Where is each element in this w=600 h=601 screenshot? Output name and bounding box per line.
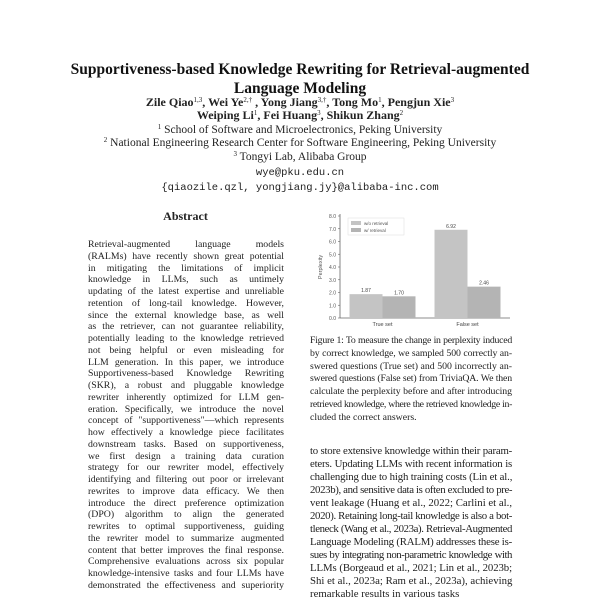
- abstract-heading: Abstract: [163, 209, 208, 223]
- text-line: introduce the direct preference optimization: [88, 497, 284, 509]
- text-line: eters. Updating LLMs with recent information is: [310, 458, 512, 470]
- text-line: Shi et al., 2023a; Ram et al., 2023a), achieving: [310, 575, 513, 587]
- text-line: Supportiveness-based Knowledge Rewriting: [88, 368, 284, 380]
- author-name: Pengjun Xie: [387, 95, 451, 109]
- text-line: tleneck (Wang et al., 2023a). Retrieval-Augmented: [310, 523, 512, 535]
- legend-swatch: [351, 228, 361, 232]
- text-line: swered questions (True set) and 500 incorrectly an-: [310, 360, 512, 372]
- author-name: Fei Huang: [263, 108, 318, 123]
- bar-value-label: 1.87: [361, 288, 371, 295]
- affiliation-text: Tongyi Lab, Alibaba Group: [239, 150, 367, 163]
- separator: ,: [257, 108, 264, 123]
- affiliation-text: School of Software and Microelectronics, Peking University: [164, 124, 443, 136]
- text-line: challenging due to high training costs (Lin et al.,: [310, 471, 513, 483]
- affiliation-mark: 2: [103, 136, 108, 145]
- author-line: [40, 96, 560, 109]
- text-line: rewrites to improve data efficacy. We then: [88, 485, 284, 497]
- bar-value-label: 1.70: [394, 290, 404, 297]
- body-text-right: [310, 445, 512, 601]
- text-line: since the external knowledge base, as well: [88, 309, 284, 321]
- text-line: strategy for our rewriter model, effectively: [88, 462, 284, 474]
- text-line: how effectively a knowledge piece facilitates: [88, 427, 284, 438]
- bar-value-label: 6.92: [446, 223, 456, 230]
- text-line: knowledge-intensive tasks and four LLMs have: [88, 568, 284, 579]
- y-axis-label: Perplexity: [318, 254, 324, 280]
- email: wye@pku.edu.cn: [255, 167, 345, 179]
- author-name: Shikun Zhang: [326, 108, 400, 123]
- text-line: potentially leading to the knowledge retrieved: [88, 333, 284, 344]
- legend-swatch: [351, 221, 361, 225]
- bar-w--retrieval: [468, 287, 501, 318]
- email: {qiaozile.qzl, yongjiang.jy}@alibaba-inc.com: [161, 181, 439, 194]
- text-line: in mitigating the limitations of implicit: [88, 262, 284, 274]
- author-affiliation-mark: 1: [253, 109, 258, 118]
- text-line: (SKR), a robust and pluggable knowledge: [88, 380, 284, 391]
- y-tick-label: 5.0: [329, 252, 336, 259]
- text-line: the rewriter model to summarize augmented: [88, 532, 284, 544]
- affiliation: [40, 124, 560, 137]
- author-affiliation-mark: 3: [317, 109, 321, 118]
- bar-w--retrieval: [383, 296, 416, 318]
- text-line: by correct knowledge, we sampled 500 correctly an-: [310, 347, 512, 359]
- text-line: LLM generation. In this paper, we introduce: [88, 356, 284, 368]
- text-line: calculate the perplexity before and after introducing: [310, 386, 512, 398]
- title-line: Language Modeling: [233, 80, 367, 97]
- x-tick-label: False set: [456, 322, 479, 328]
- y-tick-label: 1.0: [329, 303, 336, 310]
- y-tick-label: 6.0: [329, 239, 336, 246]
- perplexity-bar-chart: [310, 205, 515, 333]
- separator: ,: [326, 95, 333, 109]
- author-name: Tong Mo: [332, 95, 379, 109]
- text-line: 2023b), and sensitive data is often excluded to pre-: [310, 484, 513, 496]
- affiliation-mark: 1: [157, 123, 162, 131]
- text-line: retrieved knowledge, where the retrieved knowledge in-: [310, 398, 512, 410]
- text-line: rewriter inherently optimized for LLM gen-: [88, 391, 284, 403]
- affiliation-text: National Engineering Research Center for Software Engineering, Peking University: [110, 137, 497, 150]
- bar-w-o-retrieval: [350, 294, 383, 318]
- text-line: content that better improves the final response.: [88, 544, 284, 556]
- text-line: as the retriever, can not guarantee reliability,: [88, 321, 284, 333]
- affiliation: [40, 151, 560, 164]
- bar-value-label: 2.46: [479, 280, 489, 287]
- text-line: concept of "supportiveness"—which represents: [88, 415, 284, 427]
- emails: [40, 166, 560, 195]
- text-line: rewrites to optimal supportiveness, guiding: [88, 521, 284, 532]
- text-line: updating of the latest expertise and unreliable: [88, 286, 284, 297]
- y-tick-label: 4.0: [329, 265, 336, 271]
- text-line: Figure 1: To measure the change in perplexity induced: [310, 335, 512, 346]
- affiliation-mark: 3: [233, 149, 237, 158]
- separator: ,: [202, 95, 209, 109]
- author-affiliation-mark: 1,3: [193, 96, 203, 104]
- text-line: vent leakage (Huang et al., 2022; Carlini et al.,: [310, 497, 513, 509]
- text-line: eration. Specifically, we introduce the novel: [88, 403, 284, 415]
- author-affiliation-mark: 3: [450, 96, 455, 104]
- figure-caption: [310, 335, 512, 425]
- author-affiliation-mark: 1: [378, 96, 382, 104]
- text-line: retention of long-tail knowledge. However,: [88, 297, 284, 309]
- author-name: Yong Jiang: [260, 95, 318, 109]
- text-line: knowledge in LLMs, such as untimely: [88, 274, 284, 286]
- text-line: swered questions (False set) from TriviaQA. We then: [310, 373, 512, 385]
- title-line: Supportiveness-based Knowledge Rewriting for Retrieval-augmented: [70, 61, 530, 78]
- author-affiliation-mark: 2,†: [243, 96, 253, 104]
- paper-title: [60, 60, 540, 98]
- affiliations: [40, 124, 560, 164]
- text-line: Retrieval-augmented language models: [88, 239, 284, 250]
- separator: ,: [320, 108, 327, 123]
- author-name: Zile Qiao: [145, 95, 194, 109]
- text-line: (DPO) algorithm to align the generated: [88, 509, 284, 521]
- author-affiliation-mark: 3,†: [317, 96, 327, 104]
- author-line: [40, 109, 560, 122]
- affiliation: [40, 137, 560, 150]
- y-tick-label: 7.0: [329, 226, 336, 233]
- text-line: Comprehensive evaluations across six popular: [88, 556, 284, 568]
- text-line: sues by integrating non-parametric knowledge with: [310, 549, 512, 561]
- y-tick-label: 8.0: [329, 214, 336, 220]
- text-line: (RALMs) have recently shown great potential: [88, 250, 284, 262]
- author-name: Weiping Li: [196, 108, 254, 123]
- text-line: cluded the correct answers.: [310, 411, 417, 423]
- legend-label: w/o retrieval: [364, 221, 389, 226]
- separator: ,: [252, 95, 261, 109]
- text-line: downstream tasks. Based on supportiveness,: [88, 438, 284, 450]
- author-affiliation-mark: 2: [399, 109, 404, 118]
- bar-w-o-retrieval: [435, 230, 468, 318]
- y-tick-label: 2.0: [329, 290, 336, 297]
- text-line: remarkable results in various tasks: [310, 588, 460, 600]
- abstract-text: [88, 239, 284, 592]
- text-line: we first design a training data curation: [88, 450, 284, 462]
- text-line: LLMs (Borgeaud et al., 2021; Lin et al., 2023b;: [310, 562, 512, 574]
- text-line: 2020). Retaining long-tail knowledge is also a bot-: [310, 510, 512, 522]
- author-name: Wei Ye: [208, 95, 244, 109]
- y-tick-label: 3.0: [329, 277, 336, 284]
- text-line: to store extensive knowledge within their param-: [310, 445, 513, 457]
- text-line: demonstrated the effectiveness and superiority: [88, 579, 284, 591]
- text-line: Language Modeling (RALM) addresses these is-: [310, 536, 512, 548]
- author-list: [40, 96, 560, 123]
- y-tick-label: 0.0: [329, 316, 336, 322]
- x-tick-label: True set: [372, 322, 393, 328]
- legend-label: w/ retrieval: [364, 228, 386, 233]
- text-line: not being helpful or even misleading for: [88, 344, 284, 356]
- separator: ,: [381, 95, 388, 109]
- text-line: identifying and filtering out poor or irrelevant: [88, 474, 284, 485]
